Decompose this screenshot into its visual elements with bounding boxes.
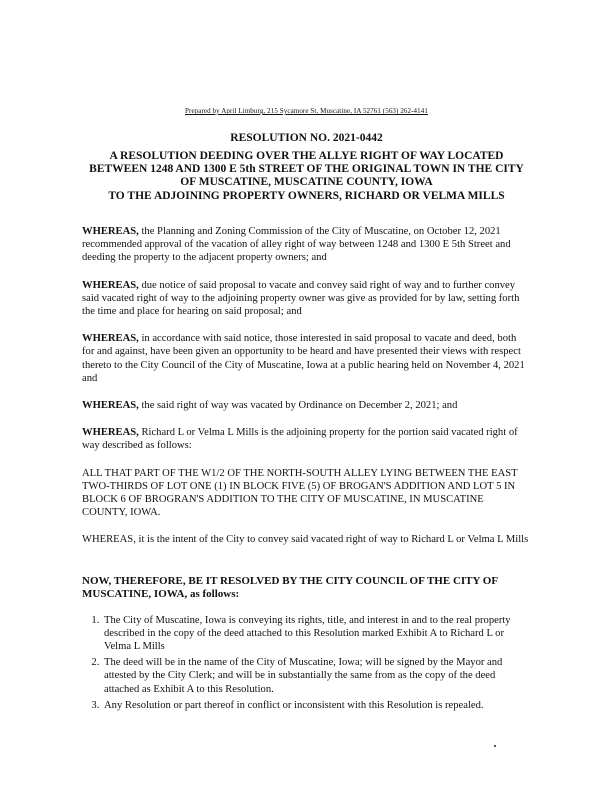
legal-description: ALL THAT PART OF THE W1/2 OF THE NORTH-SOUTH ALLEY LYING BETWEEN THE EAST TWO-THIRDS OF LOT ONE (1) IN BLOCK FIVE (5) OF BROGAN'S ADDITION AND LOT 5 IN BLOCK 6 OF BROGRAN'S ADDITION TO THE CITY OF MUSCATINE, IN MUSCATINE COUNTY, IOWA.: [82, 467, 518, 519]
whereas-paragraph: [82, 279, 530, 319]
whereas-text: the said right of way was vacated by Ordinance on December 2, 2021; and: [138, 400, 458, 412]
whereas-paragraph: [82, 225, 530, 265]
whereas-lead: WHEREAS,: [82, 400, 139, 412]
title-line: TO THE ADJOINING PROPERTY OWNERS, RICHARD OR VELMA MILLS: [108, 189, 505, 202]
title-line: A RESOLUTION DEEDING OVER THE ALLYE RIGHT OF WAY LOCATED: [109, 150, 504, 162]
whereas-lead: WHEREAS,: [82, 226, 139, 237]
resolved-item: 1. The City of Muscatine, Iowa is conveying its rights, title, and interest in and to the real property described in the copy of the deed attached to this Resolution marked Exhibit A to Richard L or Velma L Mills: [102, 614, 530, 654]
resolution-title: [60, 150, 553, 203]
title-line: OF MUSCATINE, MUSCATINE COUNTY, IOWA: [180, 176, 433, 189]
resolution-body: [82, 225, 530, 715]
whereas-paragraph: [82, 399, 530, 412]
resolved-heading: NOW, THEREFORE, BE IT RESOLVED BY THE CITY COUNCIL OF THE CITY OF MUSCATINE, IOWA, as follows:: [82, 574, 498, 601]
title-line: BETWEEN 1248 AND 1300 E 5th STREET OF THE ORIGINAL TOWN IN THE CITY: [89, 163, 524, 176]
whereas-text: the Planning and Zoning Commission of the City of Muscatine, on October 12, 2021 recommended approval of the vacation of alley right of way between 1248 and 1300 E 5th Street and deeding the property to the adjacent property owners; and: [82, 226, 511, 264]
prepared-by-line: Prepared by April Limburg, 215 Sycamore St, Muscatine, IA 52761 (563) 262-4141: [185, 107, 428, 115]
whereas-text: due notice of said proposal to vacate and convey said right of way and to further convey said vacated right of way to the adjoining property owner was give as provided for by law, setting forth the time and place for hearing on said proposal; and: [82, 279, 520, 318]
whereas-text: Richard L or Velma L Mills is the adjoining property for the portion said vacated right of way described as follows:: [82, 427, 518, 452]
whereas-lead: WHEREAS,: [82, 279, 139, 291]
resolved-item: 2. The deed will be in the name of the City of Muscatine, Iowa; will be signed by the Mayor and attested by the City Clerk; and will be in substantially the same from as the copy of the deed attached as Exhibit A to this Resolution.: [102, 656, 530, 696]
whereas-lead: WHEREAS,: [82, 427, 139, 439]
whereas-paragraph: [82, 332, 530, 385]
whereas-paragraph: [82, 426, 530, 452]
resolved-list: [82, 614, 530, 712]
scan-speck: [494, 745, 496, 747]
whereas-lead: WHEREAS,: [82, 333, 139, 345]
intent-paragraph: WHEREAS, it is the intent of the City to convey said vacated right of way to Richard L or Velma L Mills: [82, 534, 529, 546]
whereas-text: in accordance with said notice, those interested in said proposal to vacate and deed, both for and against, have been given an opportunity to be heard and have presented their views with respect thereto to the City Council of the City of Muscatine, Iowa at a public hearing held on November 4, 2021 and: [82, 333, 525, 384]
resolved-item: 3. Any Resolution or part thereof in conflict or inconsistent with this Resolution is repealed.: [102, 699, 530, 712]
resolution-number: RESOLUTION NO. 2021-0442: [230, 132, 383, 144]
